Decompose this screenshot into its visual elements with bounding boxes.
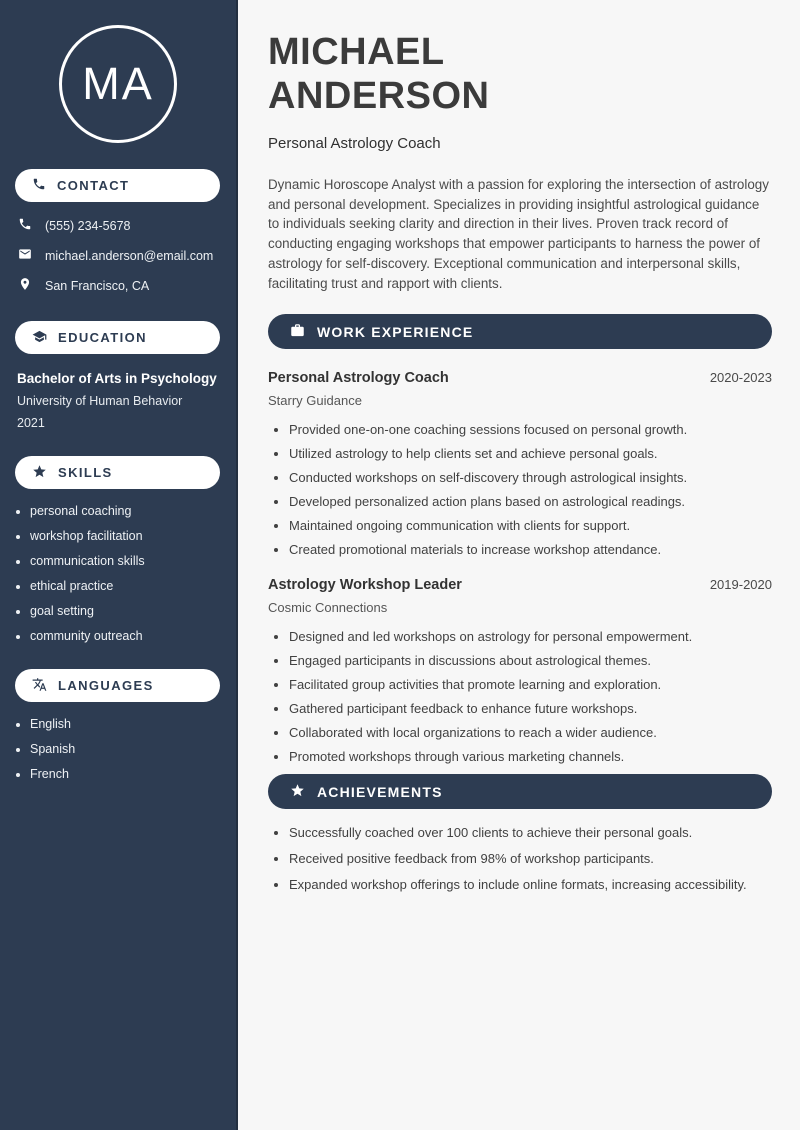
languages-section-header — [15, 669, 220, 702]
job-bullet-list — [268, 630, 772, 763]
education-section-label: EDUCATION — [58, 330, 147, 345]
job-bullet: • Conducted workshops on self-discovery through astrological insights. — [289, 471, 772, 484]
briefcase-icon — [290, 323, 305, 341]
education-year: 2021 — [17, 416, 45, 430]
contact-location-value: San Francisco, CA — [45, 279, 150, 293]
job-bullet: • Engaged participants in discussions about astrological themes. — [289, 654, 772, 667]
skills-list — [0, 505, 226, 643]
language-item: • Spanish — [30, 743, 226, 756]
language-item: • French — [30, 768, 226, 781]
resume-name — [268, 30, 772, 118]
job-entry — [268, 577, 772, 763]
skill-item: • workshop facilitation — [30, 530, 226, 543]
contact-item-email — [18, 247, 226, 265]
job-dates: 2019-2020 — [709, 577, 772, 593]
education-section-header — [15, 321, 220, 354]
skill-item: • ethical practice — [30, 580, 226, 593]
job-dates: 2020-2023 — [709, 370, 772, 386]
avatar-initials: MA — [82, 58, 154, 109]
star-icon — [32, 464, 47, 482]
job-company: Starry Guidance — [268, 393, 362, 409]
star-icon — [290, 783, 305, 801]
achievements-label: ACHIEVEMENTS — [317, 783, 443, 800]
name-line1: MICHAEL — [268, 31, 445, 73]
contact-section-label: CONTACT — [57, 178, 130, 193]
location-pin-icon — [18, 277, 32, 295]
skill-item: • communication skills — [30, 555, 226, 568]
translate-icon — [32, 677, 47, 695]
job-bullet: • Gathered participant feedback to enhance future workshops. — [289, 702, 772, 715]
job-title: Astrology Workshop Leader — [268, 577, 462, 594]
resume-role-title: Personal Astrology Coach — [268, 135, 441, 152]
languages-list — [0, 718, 226, 781]
email-icon — [18, 247, 32, 265]
job-header — [268, 577, 772, 593]
job-header — [268, 370, 772, 386]
job-bullet: • Designed and led workshops on astrology for personal empowerment. — [289, 630, 772, 643]
job-title: Personal Astrology Coach — [268, 370, 449, 387]
job-bullet: • Facilitated group activities that promote learning and exploration. — [289, 678, 772, 691]
phone-icon — [18, 217, 32, 235]
contact-section-header — [15, 169, 220, 202]
avatar — [59, 25, 177, 143]
job-bullet: • Collaborated with local organizations to reach a wider audience. — [289, 726, 772, 739]
contact-item-phone — [18, 217, 226, 235]
education-block — [17, 371, 222, 430]
job-bullet: • Promoted workshops through various marketing channels. — [289, 750, 772, 763]
education-school: University of Human Behavior — [17, 394, 183, 408]
name-line2: ANDERSON — [268, 75, 490, 117]
achievement-bullet: • Expanded workshop offerings to include online formats, increasing accessibility. — [289, 878, 772, 891]
languages-section-label: LANGUAGES — [58, 678, 154, 693]
resume-main — [238, 0, 800, 1130]
skill-item: • community outreach — [30, 630, 226, 643]
skills-section-header — [15, 456, 220, 489]
contact-list — [18, 217, 226, 295]
contact-phone-value: (555) 234-5678 — [45, 219, 131, 233]
achievement-bullet: • Successfully coached over 100 clients to achieve their personal goals. — [289, 826, 772, 839]
skill-item: • goal setting — [30, 605, 226, 618]
job-bullet: • Maintained ongoing communication with clients for support. — [289, 519, 772, 532]
job-bullet: • Developed personalized action plans based on astrological readings. — [289, 495, 772, 508]
job-entry — [268, 370, 772, 556]
work-experience-label: WORK EXPERIENCE — [317, 323, 474, 340]
job-bullet-list — [268, 423, 772, 556]
summary-paragraph: Dynamic Horoscope Analyst with a passion for exploring the intersection of astrology and personal development. Specializes in providing insightful astrological guidance to individuals seeking clarity and direction in their lives. Proven track record of conducting engaging workshops that empower participants to harness the power of astrology for self-discovery. Exceptional communication and interpersonal skills, facilitating trust and rapport with clients. — [268, 177, 769, 291]
skill-item: • personal coaching — [30, 505, 226, 518]
achievement-bullet: • Received positive feedback from 98% of workshop participants. — [289, 852, 772, 865]
achievements-list — [268, 826, 772, 891]
job-bullet: • Provided one-on-one coaching sessions focused on personal growth. — [289, 423, 772, 436]
graduation-cap-icon — [32, 329, 47, 347]
contact-email-value: michael.anderson@email.com — [45, 249, 214, 263]
phone-icon — [32, 177, 46, 194]
work-experience-section-header — [268, 314, 772, 349]
achievements-section-header — [268, 774, 772, 809]
job-bullet: • Utilized astrology to help clients set and achieve personal goals. — [289, 447, 772, 460]
job-bullet: • Created promotional materials to increase workshop attendance. — [289, 543, 772, 556]
sidebar — [0, 0, 238, 1130]
job-company: Cosmic Connections — [268, 600, 388, 616]
language-item: • English — [30, 718, 226, 731]
contact-item-location — [18, 277, 226, 295]
skills-section-label: SKILLS — [58, 465, 113, 480]
education-degree: Bachelor of Arts in Psychology — [17, 371, 217, 386]
